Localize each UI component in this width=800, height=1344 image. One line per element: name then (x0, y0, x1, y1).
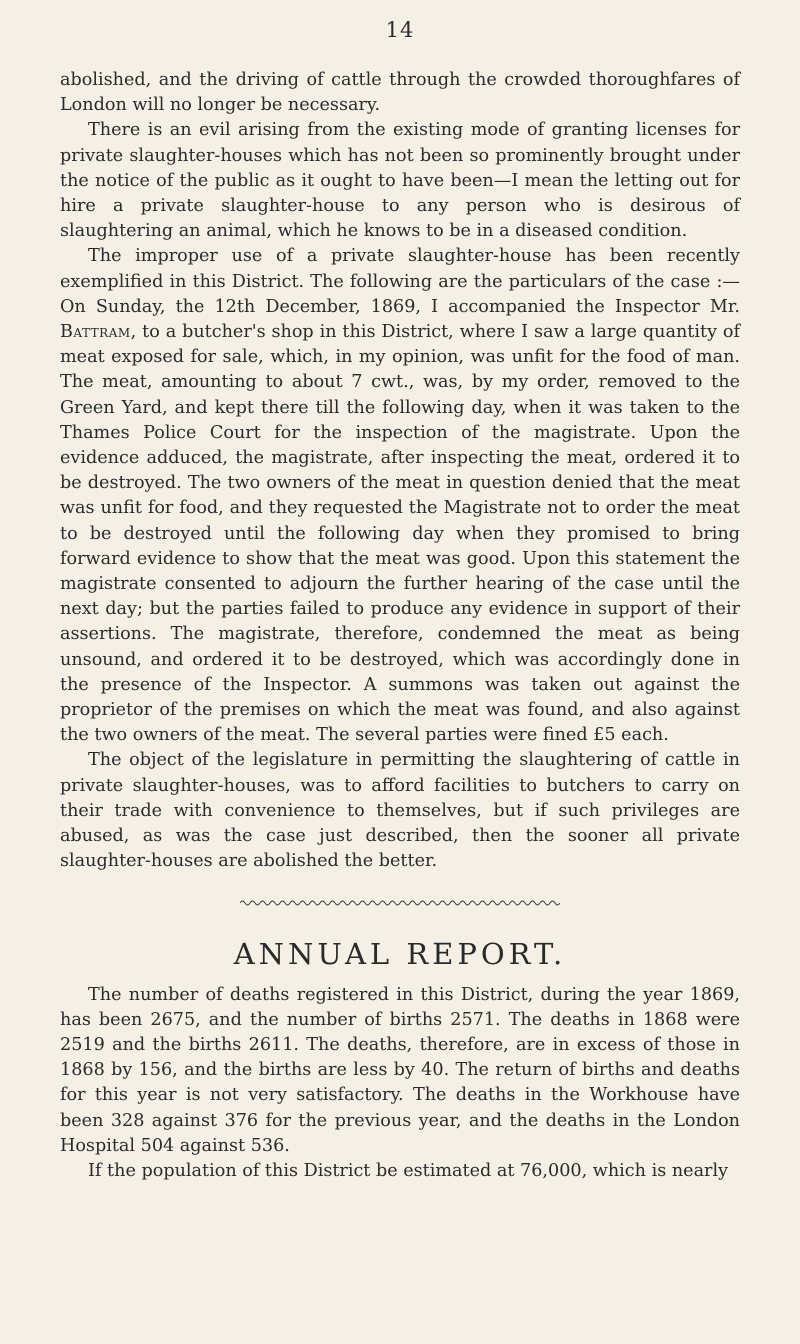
annual-report-title: ANNUAL REPORT. (233, 936, 567, 971)
paragraph-continuation: abolished, and the driving of cattle through the crowded thoroughfares of London will no longer be necessary. (60, 70, 740, 116)
case-text-after: , to a butcher's shop in this District, where I saw a large quantity of meat exposed for sale, which, in my opinion, was unfit for the food of man. The meat, amounting to about 7 cwt., was, by my order, removed to the Green Yard, and kept there till the following day, when it was taken to the Thames Police Court for the inspection of the magistrate. Upon the evidence adduced, the magistrate, after inspecting the meat, ordered it to be destroyed. The two owners of the meat in question denied that the meat was unfit for food, and they requested the Magistrate not to order the meat to be destroyed until the following day when they promised to bring forward evidence to show that the meat was good. Upon this statement the magistrate consented to adjourn the further hearing of the case until the next day; but the parties failed to produce any evidence in support of their assertions. The magistrate, therefore, condemned the meat as being unsound, and ordered it to be destroyed, which was accordingly done in the presence of the Inspector. A summons was taken out against the proprietor of the premises on which the meat was found, and also against the two owners of the meat. The several parties were fined £5 each. (60, 322, 740, 746)
paragraph-licenses: There is an evil arising from the existing mode of granting licenses for private slaughter-houses which has not been so prominently brought under the notice of the public as it ought to have been—I mean the letting out for hire a private slaughter-house to any person who is desirous of slaughtering an animal, which he knows to be in a diseased condition. (60, 120, 740, 242)
document-page (60, 18, 740, 1184)
inspector-name: Battram (60, 322, 131, 343)
paragraph-case-particulars (60, 244, 740, 748)
paragraph-legislature: The object of the legislature in permitting the slaughtering of cattle in private slaughter-houses, was to afford facilities to butchers to carry on their trade with convenience to themselves, but if such privileges are abused, as was the case just described, then the sooner all private slaughter-houses are abolished the better. (60, 750, 740, 872)
page-number: 14 (385, 18, 415, 42)
case-text-before: The improper use of a private slaughter-house has been recently exemplified in this District. The following are the particulars of the case :— On Sunday, the 12th December, 1869, I accompanied the Inspector Mr. (60, 246, 740, 317)
paragraph-deaths-births: The number of deaths registered in this District, during the year 1869, has been 2675, and the number of births 2571. The deaths in 1868 were 2519 and the births 2611. The deaths, therefore, are in excess of those in 1868 by 156, and the births are less by 40. The return of births and deaths for this year is not very satisfactory. The deaths in the Workhouse have been 328 against 376 for the previous year, and the deaths in the London Hospital 504 against 536. (60, 984, 740, 1156)
wavy-divider (240, 899, 560, 907)
paragraph-population: If the population of this District be estimated at 76,000, which is nearly (88, 1160, 729, 1181)
